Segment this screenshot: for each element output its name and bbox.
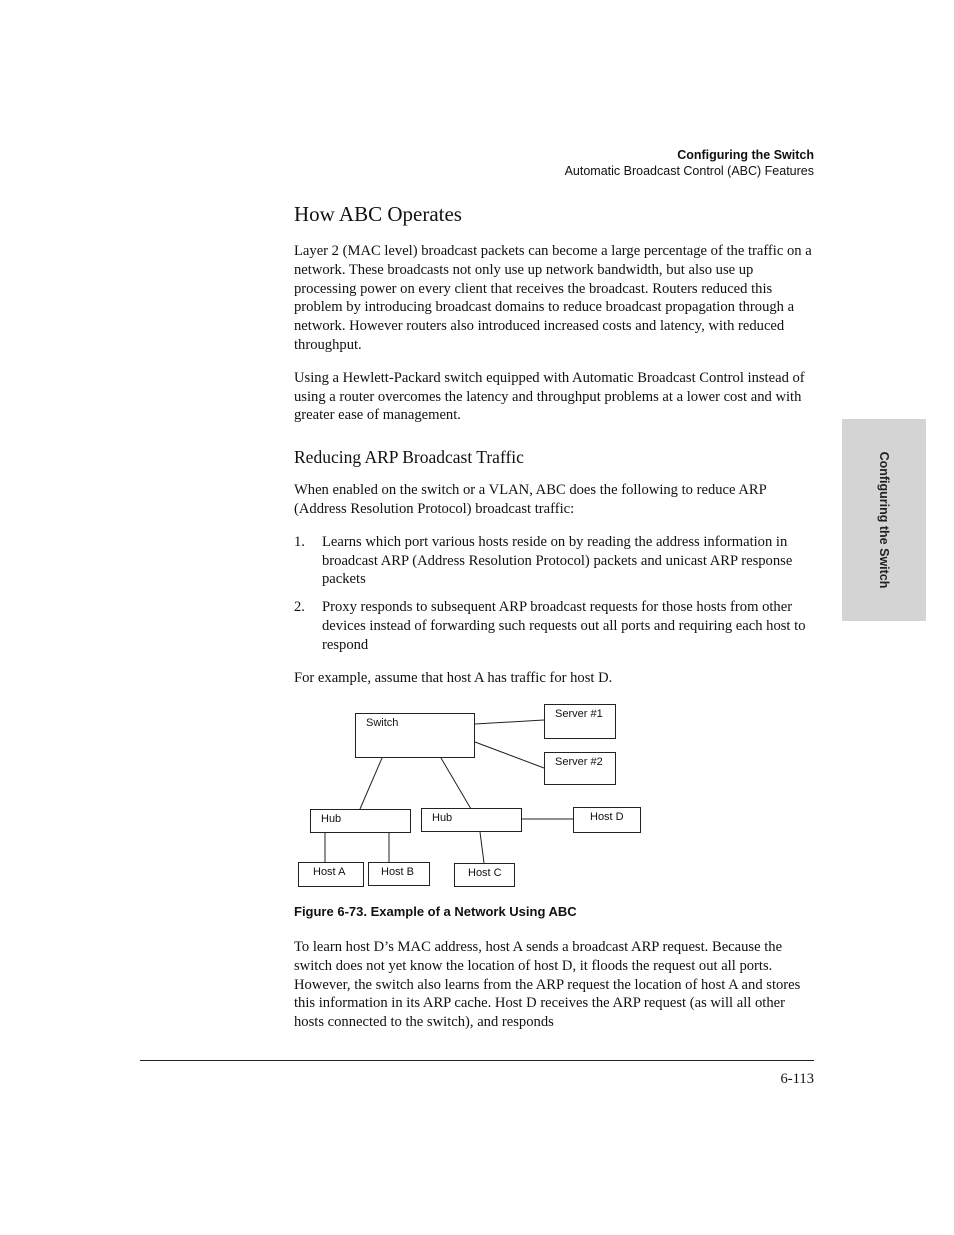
section-title: How ABC Operates bbox=[294, 202, 462, 226]
header-chapter: Configuring the Switch bbox=[677, 148, 814, 162]
step-text: Learns which port various hosts reside on by reading the address information in broadcast ARP (Address Resolution Protocol) packets and unicast ARP response packets bbox=[322, 533, 793, 588]
hostB-node bbox=[368, 862, 430, 886]
footer-rule bbox=[140, 1060, 814, 1061]
subsection-title: Reducing ARP Broadcast Traffic bbox=[294, 447, 524, 468]
figure-caption: Figure 6-73. Example of a Network Using ABC bbox=[294, 904, 577, 919]
step-number: 2. bbox=[294, 599, 305, 616]
paragraph-arp-learning: To learn host D’s MAC address, host A sends a broadcast ARP request. Because the switch does not yet know the location of host D, it floods the request out all ports. However, the switch also learns from the ARP request the location of host A and stores this information in its ARP cache. Host D receives the ARP request (as will all other hosts connected to the switch), and responds bbox=[294, 939, 801, 1031]
header-section: Automatic Broadcast Control (ABC) Features bbox=[564, 164, 814, 178]
link-switch-server1 bbox=[475, 720, 544, 724]
side-tab-label: Configuring the Switch bbox=[877, 451, 891, 589]
node-label: Switch bbox=[366, 717, 399, 729]
node-label: Hub bbox=[432, 812, 453, 824]
server1-node bbox=[544, 704, 616, 739]
main-content bbox=[294, 200, 814, 701]
side-thumb-tab bbox=[842, 419, 926, 621]
link-hub2-hostC bbox=[480, 832, 484, 863]
paragraph-abc-intro: When enabled on the switch or a VLAN, ABC does the following to reduce ARP (Address Resolution Protocol) broadcast traffic: bbox=[294, 482, 767, 517]
list-item bbox=[294, 598, 814, 654]
main-content-continued bbox=[294, 938, 814, 1046]
paragraph-example: For example, assume that host A has traffic for host D. bbox=[294, 669, 613, 686]
node-label: Server #1 bbox=[555, 708, 603, 720]
step-number: 1. bbox=[294, 533, 305, 550]
hostD-node bbox=[573, 807, 641, 833]
node-label: Hub bbox=[321, 813, 342, 825]
network-diagram bbox=[294, 700, 654, 890]
hub1-node bbox=[310, 809, 411, 833]
steps-list bbox=[294, 533, 814, 655]
node-label: Host B bbox=[381, 866, 415, 878]
hub2-node bbox=[421, 808, 522, 832]
page-number: 6-113 bbox=[780, 1071, 814, 1087]
paragraph-broadcast-overview: Layer 2 (MAC level) broadcast packets can become a large percentage of the traffic on a network. These broadcasts not only use up network bandwidth, but also use up processing power on every client that receives the broadcast. Routers reduced this problem by introducing broadcast domains to reduce broadcast propagation through a network. However routers also introduced increased costs and latency, with reduced throughput. bbox=[294, 243, 812, 353]
node-label: Server #2 bbox=[555, 756, 603, 768]
step-text: Proxy responds to subsequent ARP broadcast requests for those hosts from other devices instead of forwarding such requests out all ports and requiring each host to respond bbox=[322, 599, 806, 653]
link-switch-hub2 bbox=[441, 758, 471, 809]
node-label: Host A bbox=[313, 866, 346, 878]
switch-node bbox=[355, 713, 475, 758]
node-label: Host C bbox=[468, 867, 502, 879]
link-switch-hub1 bbox=[360, 758, 382, 809]
list-item bbox=[294, 533, 814, 589]
hostC-node bbox=[454, 863, 515, 887]
paragraph-hp-switch: Using a Hewlett-Packard switch equipped with Automatic Broadcast Control instead of using a router overcomes the latency and throughput problems at a lower cost and with greater ease of management. bbox=[294, 369, 805, 424]
hostA-node bbox=[298, 862, 364, 887]
server2-node bbox=[544, 752, 616, 785]
link-switch-server2 bbox=[475, 742, 544, 768]
node-label: Host D bbox=[590, 811, 624, 823]
running-header bbox=[565, 147, 814, 179]
